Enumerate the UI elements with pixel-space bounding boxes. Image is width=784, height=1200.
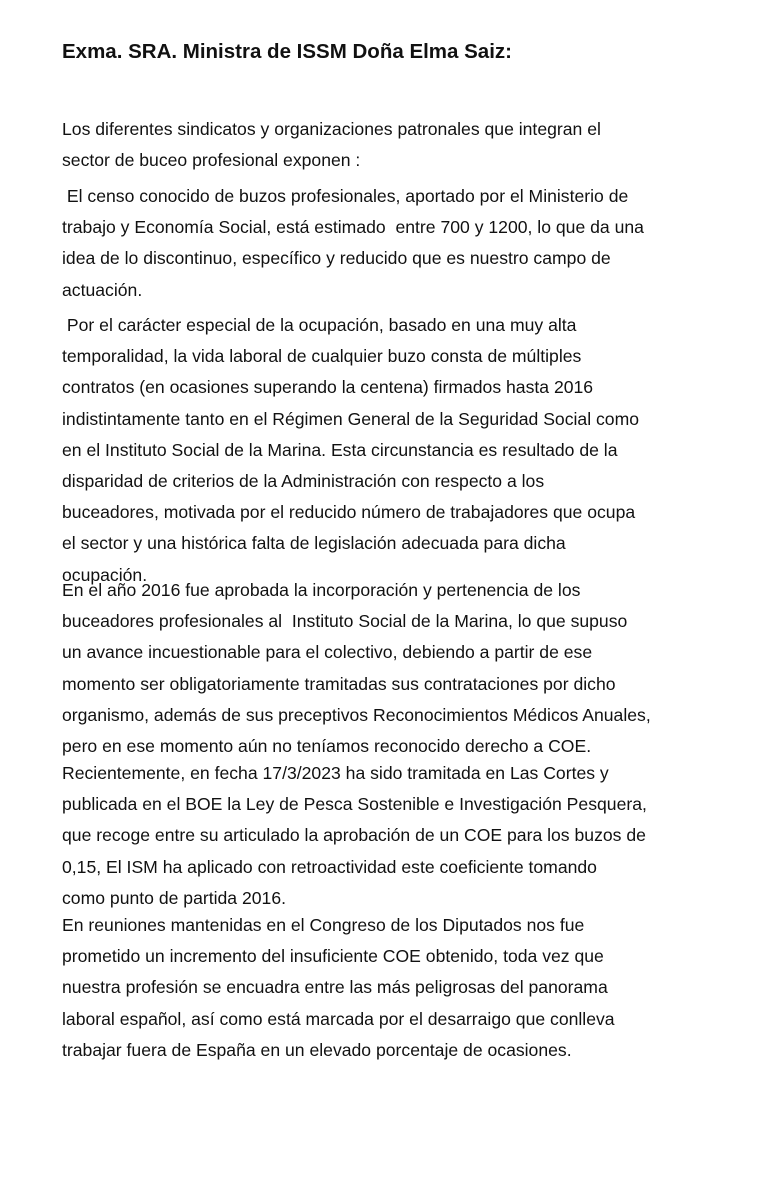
text-line: 0,15, El ISM ha aplicado con retroactividad este coeficiente tomando <box>62 856 597 877</box>
text-line: ocupación. <box>62 564 148 585</box>
paragraph-recent <box>62 758 774 914</box>
text-line: trabajar fuera de España en un elevado porcentaje de ocasiones. <box>62 1039 572 1060</box>
text-line: trabajo y Economía Social, está estimado entre 700 y 1200, lo que da una <box>62 217 644 238</box>
text-line: En el año 2016 fue aprobada la incorporación y pertenencia de los <box>62 580 581 600</box>
text-line: idea de lo discontinuo, específico y reducido que es nuestro campo de <box>62 248 611 269</box>
text-line: El censo conocido de buzos profesionales, aportado por el Ministerio de <box>62 186 629 206</box>
text-line: el sector y una histórica falta de legislación adecuada para dicha <box>62 533 566 554</box>
text-line: actuación. <box>62 279 143 300</box>
paragraph-2016 <box>62 575 774 762</box>
text-line: disparidad de criterios de la Administración con respecto a los <box>62 471 545 492</box>
text-line: momento ser obligatoriamente tramitadas sus contrataciones por dicho <box>62 673 616 694</box>
paragraph-occupation <box>62 310 774 591</box>
text-line: en el Instituto Social de la Marina. Esta circunstancia es resultado de la <box>62 439 618 460</box>
paragraph-intro <box>62 114 774 176</box>
text-line: indistintamente tanto en el Régimen General de la Seguridad Social como <box>62 408 640 429</box>
text-line: organismo, además de sus preceptivos Reconocimientos Médicos Anuales, <box>62 704 651 725</box>
text-line: publicada en el BOE la Ley de Pesca Sostenible e Investigación Pesquera, <box>62 794 647 815</box>
text-line: prometido un incremento del insuficiente COE obtenido, toda vez que <box>62 946 604 967</box>
text-line: Los diferentes sindicatos y organizaciones patronales que integran el <box>62 119 601 139</box>
text-line: buceadores profesionales al Instituto Social de la Marina, lo que supuso <box>62 611 628 632</box>
text-line: contratos (en ocasiones superando la centena) firmados hasta 2016 <box>62 377 594 398</box>
text-line: temporalidad, la vida laboral de cualquier buzo consta de múltiples <box>62 346 582 367</box>
paragraph-congress <box>62 910 774 1066</box>
text-line: En reuniones mantenidas en el Congreso de los Diputados nos fue <box>62 915 585 935</box>
text-line: sector de buceo profesional exponen : <box>62 150 361 171</box>
letter-heading: Exma. SRA. Ministra de ISSM Doña Elma Saiz: <box>62 40 512 63</box>
text-line: nuestra profesión se encuadra entre las más peligrosas del panorama <box>62 977 608 998</box>
text-line: Recientemente, en fecha 17/3/2023 ha sido tramitada en Las Cortes y <box>62 763 609 783</box>
paragraph-census <box>62 181 774 306</box>
text-line: laboral español, así como está marcada por el desarraigo que conlleva <box>62 1008 615 1029</box>
text-line: un avance incuestionable para el colectivo, debiendo a partir de ese <box>62 642 593 663</box>
text-line: Por el carácter especial de la ocupación, basado en una muy alta <box>62 315 577 335</box>
text-line: buceadores, motivada por el reducido número de trabajadores que ocupa <box>62 502 636 523</box>
text-line: como punto de partida 2016. <box>62 887 286 908</box>
text-line: que recoge entre su articulado la aprobación de un COE para los buzos de <box>62 825 646 846</box>
text-line: pero en ese momento aún no teníamos reconocido derecho a COE. <box>62 736 592 757</box>
